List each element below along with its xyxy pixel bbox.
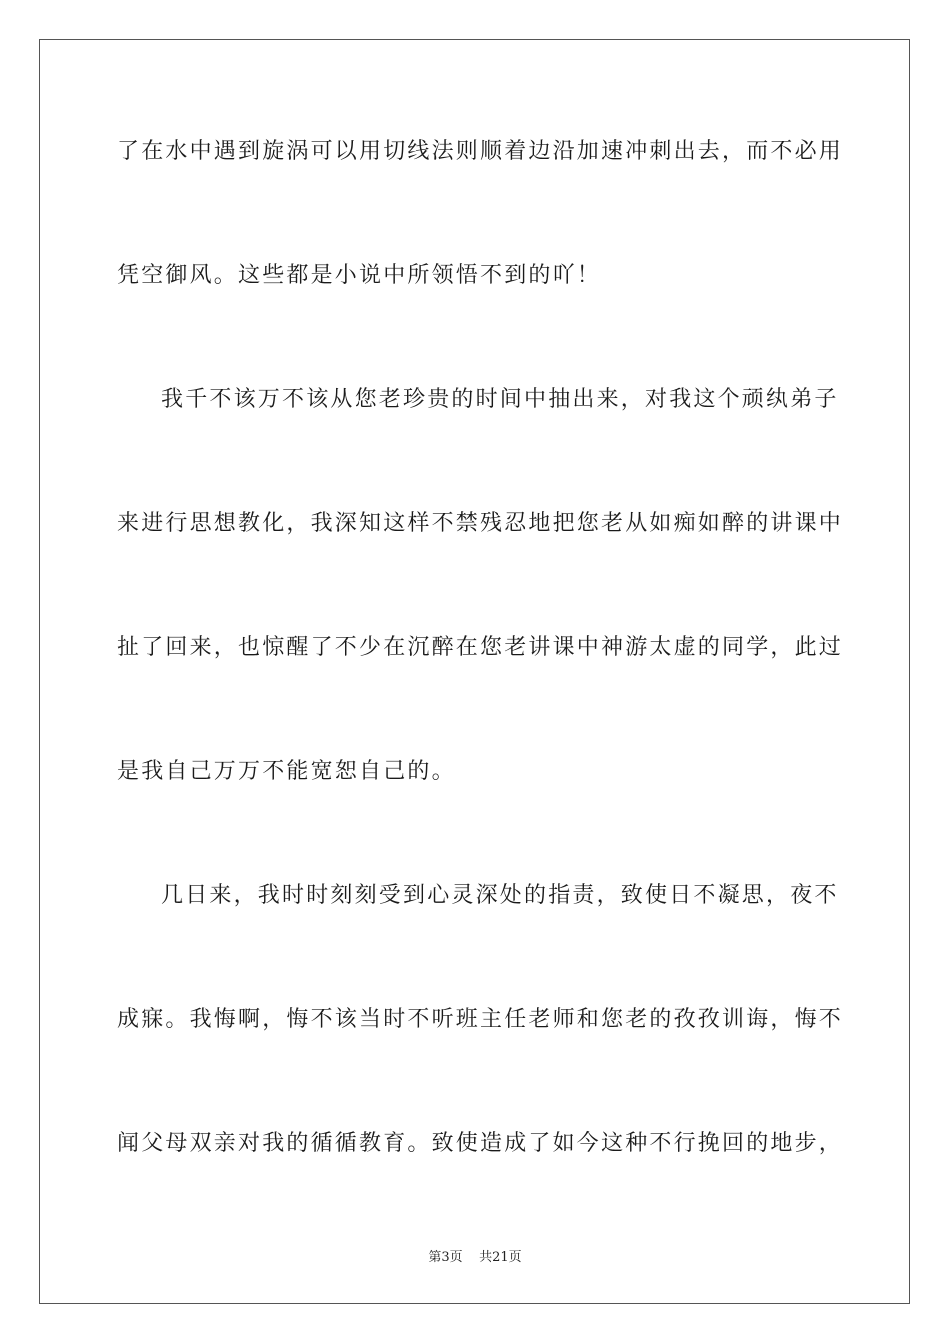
body-text-line: 来进行思想教化，我深知这样不禁残忍地把您老从如痴如醉的讲课中: [117, 511, 844, 536]
body-text-line: 了在水中遇到旋涡可以用切线法则顺着边沿加速冲刺出去，而不必用: [117, 139, 844, 164]
body-text-line: 闻父母双亲对我的循循教育。致使造成了如今这种不行挽回的地步，: [117, 1131, 844, 1156]
page-footer: [0, 1246, 950, 1265]
body-text-line: 扯了回来，也惊醒了不少在沉醉在您老讲课中神游太虚的同学，此过: [117, 635, 844, 660]
paragraph-start-line: 我千不该万不该从您老珍贵的时间中抽出来，对我这个顽纨弟子: [161, 387, 839, 412]
page-number: 第3页: [428, 1250, 463, 1265]
body-text-line: 凭空御风。这些都是小说中所领悟不到的吖！: [117, 263, 602, 288]
page-border: [39, 39, 910, 1304]
body-text-line: 成寐。我悔啊，悔不该当时不听班主任老师和您老的孜孜训诲，悔不: [117, 1007, 844, 1032]
body-text-line: 是我自己万万不能宽恕自己的。: [117, 759, 456, 784]
paragraph-start-line: 几日来，我时时刻刻受到心灵深处的指责，致使日不凝思，夜不: [161, 883, 839, 908]
total-pages: 共21页: [479, 1250, 522, 1265]
